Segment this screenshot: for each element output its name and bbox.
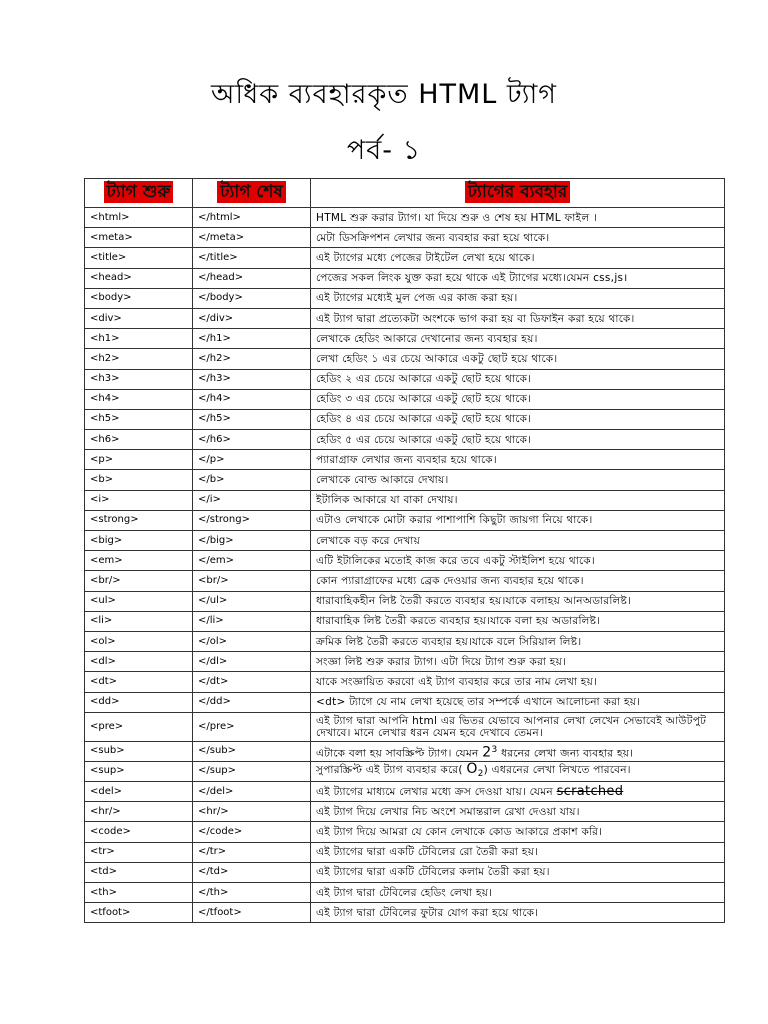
table-row: [85, 308, 725, 328]
usage-usage: যাকে সংজ্ঞায়িত করবো এই ট্যাগ ব্যবহার করে তার নাম লেখা হয়।: [316, 675, 598, 688]
tag-usage-cell: [311, 631, 725, 651]
tag-start-cell: <html>: [85, 208, 193, 228]
usage-usage: পেজের সকল লিংক যুক্ত করা হয়ে থাকে এই ট্যাগের মধ্যে।যেমন css,js।: [316, 272, 628, 285]
tag-usage-cell: [311, 611, 725, 631]
usage-usage: ক্রমিক লিষ্ট তৈরী করতে ব্যবহার হয়।যাকে বলে সিরিয়াল লিষ্ট।: [316, 635, 582, 648]
table-row: [85, 288, 725, 308]
usage-usage: এই ট্যাগের মধ্যে পেজের টাইটেল লেখা হয়ে থাকে।: [316, 251, 535, 264]
header-start: ট্যাগ শুরু: [104, 181, 174, 203]
tag-start-cell: <dt>: [85, 672, 193, 692]
tag-usage-cell: [311, 842, 725, 862]
tag-start-cell: <ul>: [85, 591, 193, 611]
usage-usage: মেটা ডিসক্রিপশন লেখার জন্য ব্যবহার করা হয়ে থাকে।: [316, 231, 550, 244]
tag-usage-cell: [311, 692, 725, 712]
table-row: [85, 369, 725, 389]
tag-start-cell: <ol>: [85, 631, 193, 651]
tag-usage-cell: [311, 551, 725, 571]
tag-usage-cell: [311, 883, 725, 903]
tag-start-cell: <em>: [85, 551, 193, 571]
tag-start-cell: <pre>: [85, 712, 193, 741]
tag-start-cell: <h6>: [85, 430, 193, 450]
tag-usage-cell: [311, 761, 725, 781]
tag-end-cell: </p>: [193, 450, 311, 470]
table-row: [85, 268, 725, 288]
usage-usage-sup: 3: [491, 744, 498, 755]
tag-start-cell: <div>: [85, 308, 193, 328]
tag-start-cell: <h1>: [85, 329, 193, 349]
tag-end-cell: </big>: [193, 531, 311, 551]
table-row: [85, 741, 725, 761]
tag-start-cell: <h4>: [85, 389, 193, 409]
table-header-row: [85, 179, 725, 208]
header-end: ট্যাগ শেষ: [217, 181, 286, 203]
table-row: [85, 802, 725, 822]
tag-end-cell: </code>: [193, 822, 311, 842]
tag-start-cell: <td>: [85, 862, 193, 882]
header-usage-cell: [311, 179, 725, 208]
tag-end-cell: </b>: [193, 470, 311, 490]
table-row: [85, 551, 725, 571]
usage-usage: সুপারস্ক্রিপ্ট এই ট্যাগ ব্যবহার করে(: [316, 763, 463, 776]
tag-usage-cell: [311, 591, 725, 611]
usage-usage: হেডিং ২ এর চেয়ে আকারে একটু ছোট হয়ে থাকে।: [316, 373, 532, 386]
tag-usage-cell: [311, 822, 725, 842]
usage-usage: কোন প্যারাগ্রাফের মধ্যে ব্রেক দেওয়ার জন্য ব্যবহার হয়ে থাকে।: [316, 574, 584, 587]
tag-end-cell: </h1>: [193, 329, 311, 349]
usage-usage: ইটালিক আকারে যা বাকা দেখায়।: [316, 494, 458, 507]
tag-usage-cell: [311, 228, 725, 248]
tag-usage-cell: [311, 329, 725, 349]
table-row: [85, 248, 725, 268]
tag-end-cell: </h4>: [193, 389, 311, 409]
table-row: [85, 591, 725, 611]
usage-usage-sub: 2: [477, 769, 484, 780]
tag-end-cell: </meta>: [193, 228, 311, 248]
table-row: [85, 470, 725, 490]
table-row: [85, 903, 725, 923]
tag-start-cell: <th>: [85, 883, 193, 903]
usage-usage: <dt> ট্যাগে যে নাম লেখা হয়েছে তার সম্পর্কে এখানে আলোচনা করা হয়।: [316, 696, 641, 709]
table-row: [85, 571, 725, 591]
usage-usage: এটাকে বলা হয় সাবস্ক্রিপ্ট ট্যাগ। যেমন: [316, 747, 479, 760]
tag-start-cell: <dd>: [85, 692, 193, 712]
html-tag-table: [84, 178, 725, 923]
tag-start-cell: <sub>: [85, 741, 193, 761]
tag-start-cell: <h5>: [85, 409, 193, 429]
tag-usage-cell: [311, 712, 725, 741]
tag-start-cell: <title>: [85, 248, 193, 268]
usage-usage: লেখা হেডিং ১ এর চেয়ে আকারে একটু ছোট হয়ে থাকে।: [316, 352, 558, 365]
tag-start-cell: <h2>: [85, 349, 193, 369]
table-row: [85, 510, 725, 530]
usage-usage: এই ট্যাগ দ্বারা আপনি html এর ভিতর যেভাবে আপনার লেখা লেখেন সেভাবেই আউটপুট দেখাবে। মানে লেখার ধরন যেমন হবে দেখাবে তেমন।: [316, 714, 707, 739]
header-start-cell: [85, 179, 193, 208]
table-row: [85, 672, 725, 692]
tag-usage-cell: [311, 389, 725, 409]
tag-end-cell: </del>: [193, 782, 311, 802]
tag-end-cell: </dd>: [193, 692, 311, 712]
usage-usage: লেখাকে বড় করে দেখায়: [316, 534, 421, 547]
usage-usage: সংজ্ঞা লিষ্ট শুরু করার ট্যাগ। এটা দিয়ে ট্যাগ শুরু করা হয়।: [316, 655, 567, 668]
tag-usage-cell: [311, 369, 725, 389]
tag-start-cell: <head>: [85, 268, 193, 288]
usage-usage-after: ধরনের লেখা জন্য ব্যবহার হয়।: [497, 747, 634, 760]
tag-usage-cell: [311, 308, 725, 328]
table-row: [85, 822, 725, 842]
tag-usage-cell: [311, 802, 725, 822]
tag-usage-cell: [311, 430, 725, 450]
tag-end-cell: </sub>: [193, 741, 311, 761]
tag-end-cell: </dt>: [193, 672, 311, 692]
page-subtitle: পর্ব- ১: [346, 135, 422, 166]
tag-end-cell: <hr/>: [193, 802, 311, 822]
tag-start-cell: <b>: [85, 470, 193, 490]
tag-end-cell: </head>: [193, 268, 311, 288]
usage-usage: HTML শুরু করার ট্যাগ। যা দিয়ে শুরু ও শেষ হয় HTML ফাইল ।: [316, 211, 598, 224]
table-row: [85, 761, 725, 781]
table-row: [85, 208, 725, 228]
usage-usage-after: ) এধরনের লেখা লিখতে পারবেন।: [483, 763, 631, 776]
table-row: [85, 782, 725, 802]
tag-start-cell: <dl>: [85, 652, 193, 672]
tag-end-cell: </dl>: [193, 652, 311, 672]
usage-usage: লেখাকে হেডিং আকারে দেখানোর জন্য ব্যবহার হয়।: [316, 332, 538, 345]
tag-usage-cell: [311, 248, 725, 268]
tag-start-cell: <strong>: [85, 510, 193, 530]
usage-usage-strike: scratched: [556, 783, 624, 799]
tag-usage-cell: [311, 862, 725, 882]
tag-start-cell: <sup>: [85, 761, 193, 781]
header-usage: ট্যাগের ব্যবহার: [465, 181, 570, 203]
table-row: [85, 692, 725, 712]
tag-start-cell: <body>: [85, 288, 193, 308]
tag-end-cell: </html>: [193, 208, 311, 228]
tag-end-cell: </em>: [193, 551, 311, 571]
tag-usage-cell: [311, 782, 725, 802]
tag-usage-cell: [311, 288, 725, 308]
tag-start-cell: <hr/>: [85, 802, 193, 822]
tag-start-cell: <li>: [85, 611, 193, 631]
usage-usage: ধারাবাহিক লিষ্ট তৈরী করতে ব্যবহার হয়।যাকে বলা হয় অডারলিষ্ট।: [316, 615, 601, 628]
tag-start-cell: <tr>: [85, 842, 193, 862]
usage-usage: এই ট্যাগ দ্বারা টেবিলের হেডিং লেখা হয়।: [316, 886, 493, 899]
table-row: [85, 611, 725, 631]
tag-start-cell: <big>: [85, 531, 193, 551]
usage-usage: এই ট্যাগের দ্বারা একটি টেবিলের রো তৈরী করা হয়।: [316, 846, 539, 859]
tag-start-cell: <p>: [85, 450, 193, 470]
usage-usage: প্যারাগ্রাফ লেখার জন্য ব্যবহার হয়ে থাকে।: [316, 453, 497, 466]
tag-end-cell: </pre>: [193, 712, 311, 741]
tag-end-cell: </div>: [193, 308, 311, 328]
tag-start-cell: <h3>: [85, 369, 193, 389]
usage-usage: লেখাকে বোল্ড আকারে দেখায়।: [316, 474, 449, 487]
table-row: [85, 712, 725, 741]
tag-usage-cell: [311, 470, 725, 490]
usage-usage: হেডিং ৩ এর চেয়ে আকারে একটু ছোট হয়ে থাকে।: [316, 393, 532, 406]
tag-start-cell: <br/>: [85, 571, 193, 591]
table-row: [85, 329, 725, 349]
tag-usage-cell: [311, 672, 725, 692]
usage-usage: ধারাবাহিকহীন লিষ্ট তৈরী করতে ব্যবহার হয়।যাকে বলাহয় আনঅডারলিষ্ট।: [316, 595, 632, 608]
tag-start-cell: <code>: [85, 822, 193, 842]
usage-usage: এই ট্যাগের মধ্যেই মুল পেজ এর কাজ করা হয়।: [316, 292, 518, 305]
table-row: [85, 862, 725, 882]
usage-usage: এই ট্যাগ দিয়ে আমরা যে কোন লেখাকে কোড আকারে প্রকাশ করি।: [316, 826, 603, 839]
tag-end-cell: <br/>: [193, 571, 311, 591]
header-end-cell: [193, 179, 311, 208]
table-row: [85, 409, 725, 429]
table-row: [85, 389, 725, 409]
usage-usage-big: 2: [482, 744, 492, 761]
usage-usage: এই ট্যাগ দিয়ে লেখার নিচ অংশে সমান্তরাল রেখা দেওয়া যায়।: [316, 805, 580, 818]
tag-end-cell: </h5>: [193, 409, 311, 429]
usage-usage: এই ট্যাগের দ্বারা একটি টেবিলের কলাম তৈরী করা হয়।: [316, 866, 550, 879]
table-row: [85, 450, 725, 470]
tag-usage-cell: [311, 571, 725, 591]
usage-usage: এই ট্যাগের মাধ্যমে লেখার মধ্যে ক্রস দেওয়া যায়। যেমন: [316, 785, 553, 798]
tag-end-cell: </sup>: [193, 761, 311, 781]
usage-usage: এটি ইটালিকের মতোই কাজ করে তবে একটু স্টাইলিশ হয়ে থাকে।: [316, 554, 595, 567]
page-title: অধিক ব্যবহারকৃত HTML ট্যাগ: [211, 79, 557, 110]
usage-usage: এই ট্যাগ দ্বারা টেবিলের ফুটার যোগ করা হয়ে থাকে।: [316, 906, 539, 919]
table-row: [85, 631, 725, 651]
tag-usage-cell: [311, 349, 725, 369]
tag-end-cell: </ul>: [193, 591, 311, 611]
tag-end-cell: </th>: [193, 883, 311, 903]
tag-end-cell: </strong>: [193, 510, 311, 530]
table-row: [85, 349, 725, 369]
table-row: [85, 490, 725, 510]
tag-usage-cell: [311, 741, 725, 761]
tag-end-cell: </ol>: [193, 631, 311, 651]
tag-usage-cell: [311, 409, 725, 429]
tag-end-cell: </h2>: [193, 349, 311, 369]
usage-usage: এই ট্যাগ দ্বারা প্রত্যেকটা অংশকে ভাগ করা হয় বা ডিফাইন করা হয়ে থাকে।: [316, 312, 635, 325]
table-row: [85, 883, 725, 903]
tag-start-cell: <meta>: [85, 228, 193, 248]
tag-end-cell: </tr>: [193, 842, 311, 862]
usage-usage: হেডিং ৫ এর চেয়ে আকারে একটু ছোট হয়ে থাকে।: [316, 433, 532, 446]
tag-usage-cell: [311, 903, 725, 923]
table-row: [85, 228, 725, 248]
tag-end-cell: </h6>: [193, 430, 311, 450]
tag-usage-cell: [311, 531, 725, 551]
usage-usage-big: O: [466, 761, 478, 777]
tag-usage-cell: [311, 510, 725, 530]
tag-end-cell: </tfoot>: [193, 903, 311, 923]
tag-start-cell: <tfoot>: [85, 903, 193, 923]
tag-end-cell: </body>: [193, 288, 311, 308]
tag-usage-cell: [311, 208, 725, 228]
tag-usage-cell: [311, 490, 725, 510]
tag-usage-cell: [311, 652, 725, 672]
tag-start-cell: <i>: [85, 490, 193, 510]
usage-usage: হেডিং ৪ এর চেয়ে আকারে একটু ছোট হয়ে থাকে।: [316, 413, 532, 426]
tag-end-cell: </title>: [193, 248, 311, 268]
tag-start-cell: <del>: [85, 782, 193, 802]
tag-end-cell: </h3>: [193, 369, 311, 389]
table-row: [85, 652, 725, 672]
table-row: [85, 430, 725, 450]
tag-usage-cell: [311, 450, 725, 470]
tag-end-cell: </li>: [193, 611, 311, 631]
table-row: [85, 842, 725, 862]
usage-usage: এটাও লেখাকে মোটা করার পাশাপাশি কিছুটা জায়গা নিয়ে থাকে।: [316, 514, 593, 527]
tag-usage-cell: [311, 268, 725, 288]
table-row: [85, 531, 725, 551]
tag-end-cell: </td>: [193, 862, 311, 882]
tag-end-cell: </i>: [193, 490, 311, 510]
